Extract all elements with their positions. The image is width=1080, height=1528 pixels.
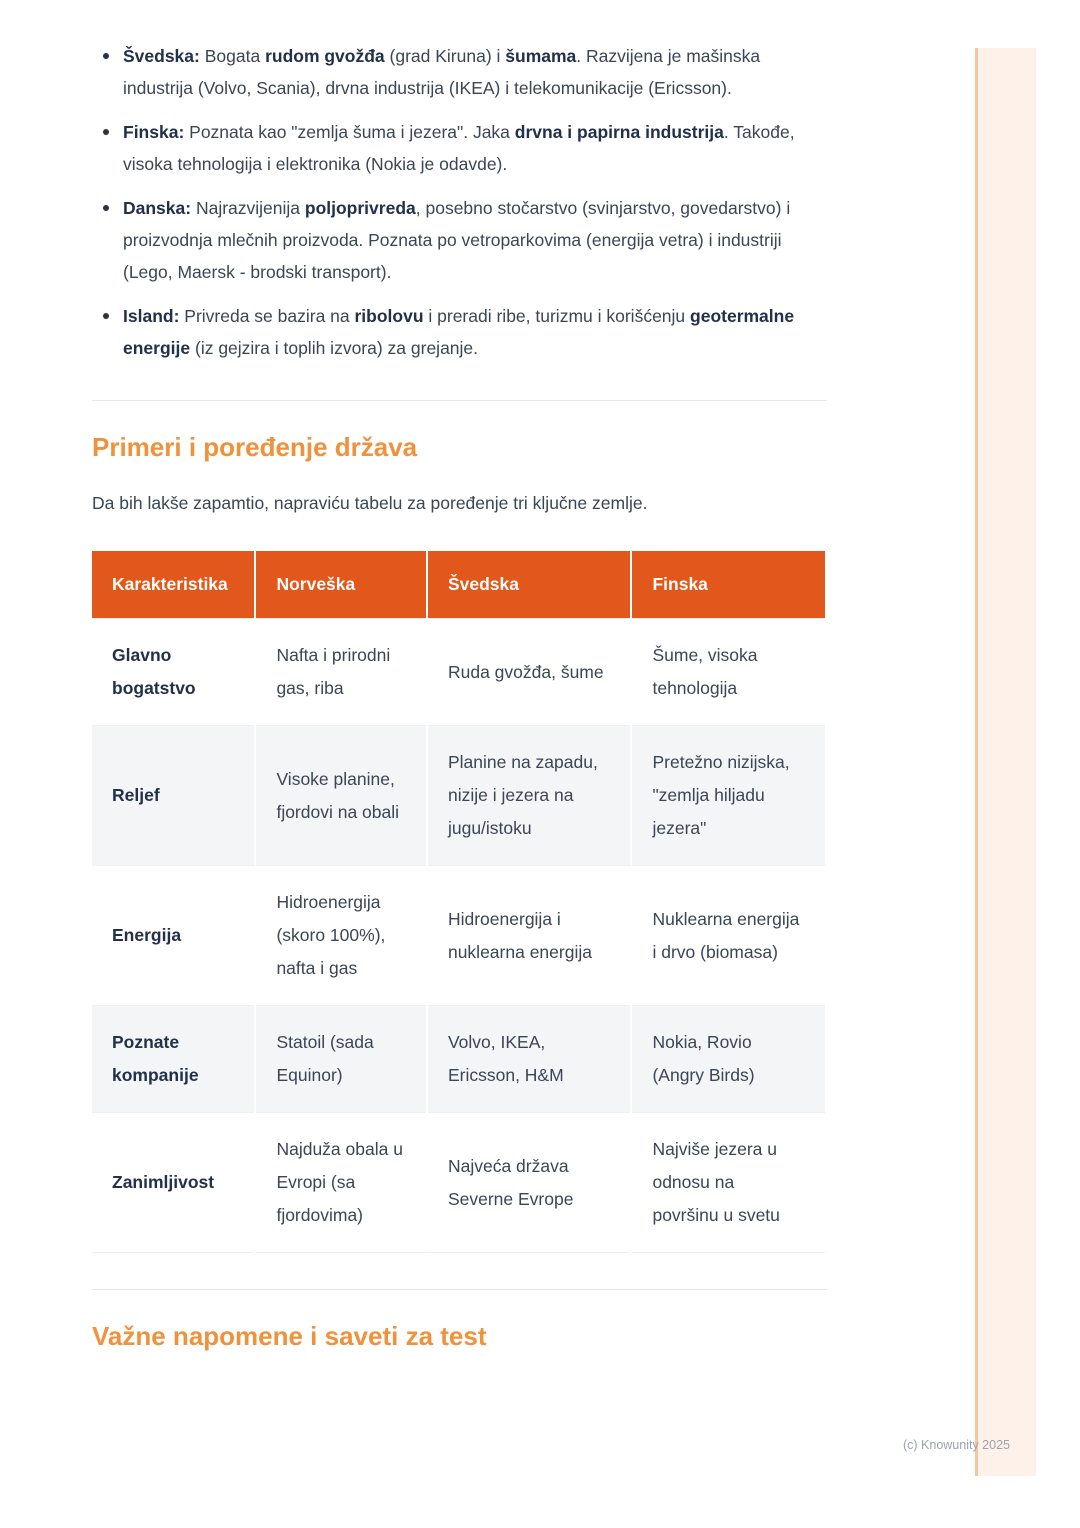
bullet-bold-text: Island:	[123, 306, 180, 326]
bullet-bold-text: Finska:	[123, 122, 185, 142]
table-row-label-cell: Glavno bogatstvo	[92, 619, 255, 726]
table-cell: Nuklearna energija i drvo (biomasa)	[631, 866, 825, 1006]
table-cell: Hidroenergija i nuklearna energija	[427, 866, 632, 1006]
table-row	[92, 1006, 825, 1113]
table-row	[92, 726, 825, 866]
right-accent-band	[975, 48, 1036, 1476]
table-cell: Volvo, IKEA, Ericsson, H&M	[427, 1006, 632, 1113]
table-cell: Planine na zapadu, nizije i jezera na jugu/istoku	[427, 726, 632, 866]
bullet-text: Najrazvijenija	[191, 198, 305, 218]
section-divider	[92, 400, 827, 401]
bullet-text: , posebno stočarstvo (svinjarstvo, govedarstvo) i proizvodnja mlečnih proizvoda. Poznata po vetroparkovima (energija vetra) i industriji (Lego, Maersk - brodski transport).	[123, 198, 791, 282]
bullet-bold-text: ribolovu	[354, 306, 424, 326]
bullet-bold-text: Danska:	[123, 198, 192, 218]
table-cell: Visoke planine, fjordovi na obali	[255, 726, 427, 866]
bullet-text: (iz gejzira i toplih izvora) za grejanje.	[190, 338, 479, 358]
bullet-text: . Takođe, visoka tehnologija i elektronika (Nokia je odavde).	[123, 122, 795, 174]
table-cell: Najveća država Severne Evrope	[427, 1113, 632, 1253]
table-body	[92, 619, 825, 1253]
bullet-text: Poznata kao "zemlja šuma i jezera". Jaka	[184, 122, 515, 142]
table-row-label-cell: Energija	[92, 866, 255, 1006]
table-header-cell: Finska	[631, 551, 825, 619]
table-header-row	[92, 551, 825, 619]
bullet-bold-text: geotermalne energije	[123, 306, 795, 358]
bullet-bold-text: rudom gvožđa	[265, 46, 385, 66]
bullet-bold-text: Švedska:	[123, 46, 200, 66]
bullet-bold-text: drvna i papirna industrija	[514, 122, 724, 142]
bullet-text: (grad Kiruna) i	[384, 46, 506, 66]
bullet-bold-text: poljoprivreda	[304, 198, 416, 218]
table-cell: Najduža obala u Evropi (sa fjordovima)	[255, 1113, 427, 1253]
copyright-footer: (c) Knowunity 2025	[902, 1438, 1010, 1452]
table-header	[92, 551, 825, 619]
table-row	[92, 866, 825, 1006]
table-header-cell: Švedska	[427, 551, 632, 619]
table-row-label-cell: Zanimljivost	[92, 1113, 255, 1253]
table-cell: Nafta i prirodni gas, riba	[255, 619, 427, 726]
section-heading-notes: Važne napomene i saveti za test	[92, 1321, 487, 1351]
table-header-cell: Karakteristika	[92, 551, 255, 619]
section-heading-comparison: Primeri i poređenje država	[92, 432, 418, 462]
bullet-text: Bogata	[199, 46, 266, 66]
bullet-item	[92, 192, 827, 288]
table-cell: Statoil (sada Equinor)	[255, 1006, 427, 1113]
table-row	[92, 619, 825, 726]
table-cell: Najviše jezera u odnosu na površinu u svetu	[631, 1113, 825, 1253]
bullet-item	[92, 116, 827, 180]
table-row-label-cell: Poznate kompanije	[92, 1006, 255, 1113]
table-row-label-cell: Reljef	[92, 726, 255, 866]
bullet-item	[92, 40, 827, 104]
bullet-text: . Razvijena je mašinska industrija (Volvo, Scania), drvna industrija (IKEA) i telekomunikacije (Ericsson).	[123, 46, 761, 98]
table-cell: Pretežno nizijska, "zemlja hiljadu jezera"	[631, 726, 825, 866]
table-cell: Šume, visoka tehnologija	[631, 619, 825, 726]
section-divider	[92, 1289, 827, 1290]
table-cell: Hidroenergija (skoro 100%), nafta i gas	[255, 866, 427, 1006]
table-header-cell: Norveška	[255, 551, 427, 619]
table-row	[92, 1113, 825, 1253]
bullet-text: Privreda se bazira na	[179, 306, 355, 326]
bullet-text: i preradi ribe, turizmu i korišćenju	[423, 306, 691, 326]
bullet-bold-text: šumama	[505, 46, 577, 66]
table-cell: Nokia, Rovio (Angry Birds)	[631, 1006, 825, 1113]
comparison-intro-paragraph: Da bih lakše zapamtio, napraviću tabelu za poređenje tri ključne zemlje.	[92, 493, 648, 513]
country-bullet-list	[92, 40, 827, 364]
document-content	[92, 40, 827, 1352]
table-cell: Ruda gvožđa, šume	[427, 619, 632, 726]
comparison-table	[92, 551, 825, 1253]
bullet-item	[92, 300, 827, 364]
